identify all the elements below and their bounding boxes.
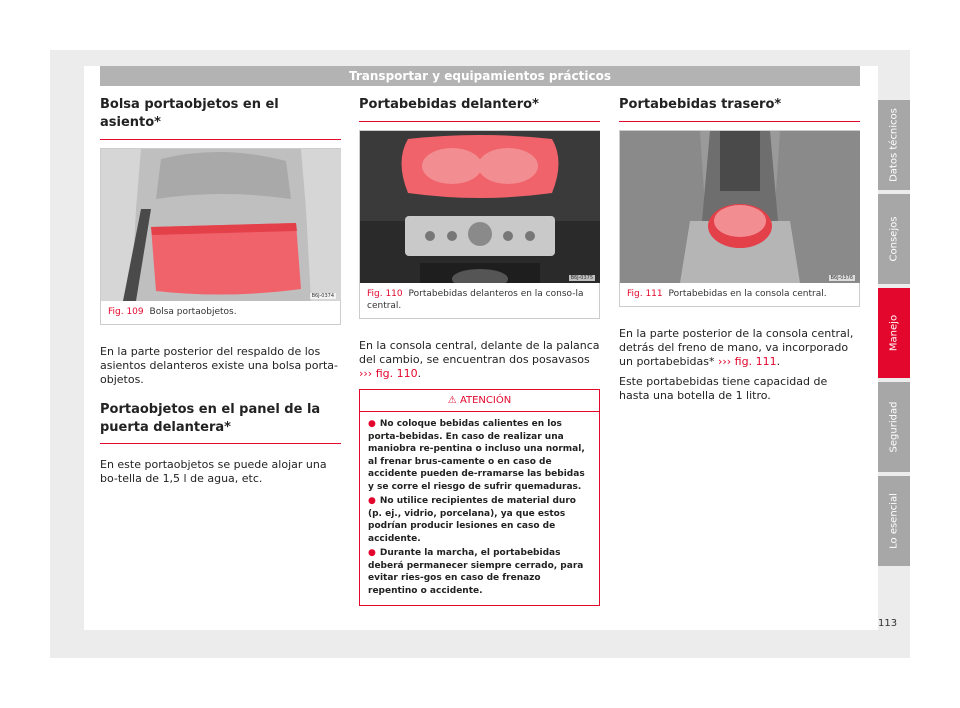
figure-caption xyxy=(101,301,340,324)
figure-111 xyxy=(619,130,860,307)
figure-109 xyxy=(100,148,341,325)
paragraph: Este portabebidas tiene capacidad de hasta una botella de 1 litro. xyxy=(619,375,828,402)
figure-caption-text: Portabebidas delanteros en la conso-la central. xyxy=(367,289,584,311)
figure-reference-link[interactable]: ››› fig. 111 xyxy=(717,355,777,368)
figure-110 xyxy=(359,130,600,319)
warning-body xyxy=(360,412,599,605)
paragraph-text: En la consola central, delante de la palanca del cambio, se encuentran dos posavasos xyxy=(359,339,600,366)
warning-header xyxy=(360,390,599,412)
tab-datos-tecnicos[interactable]: Datos técnicos xyxy=(878,100,910,190)
figure-caption-text: Bolsa portaobjetos. xyxy=(149,307,237,317)
column-front-cupholder xyxy=(359,96,600,606)
paragraph xyxy=(619,327,860,369)
page-number: 113 xyxy=(878,618,898,629)
seat-pocket-illustration xyxy=(101,149,341,301)
bullet-icon: ● xyxy=(368,419,376,429)
tab-lo-esencial[interactable]: Lo esencial xyxy=(878,476,910,566)
tab-manejo[interactable]: Manejo xyxy=(878,288,910,378)
rear-cupholder-photo xyxy=(620,131,860,283)
figure-code: B6J-0374 xyxy=(311,293,334,299)
figure-number: Fig. 111 xyxy=(627,289,663,299)
figure-reference-link[interactable]: ››› fig. 110 xyxy=(359,367,418,380)
bullet-icon: ● xyxy=(368,548,376,558)
figure-number: Fig. 109 xyxy=(108,307,144,317)
paragraph xyxy=(359,339,600,381)
warning-title: ATENCIÓN xyxy=(459,395,512,406)
figure-number: Fig. 110 xyxy=(367,289,403,299)
section-title-seat-pocket: Bolsa portaobjetos en el asiento* xyxy=(100,96,341,140)
warning-item: ● No utilice recipientes de material duro (p. ej., vidrio, porcelana), ya que estos podrían producir lesiones en caso de accidente. xyxy=(368,496,576,544)
subsection-title-door-panel: Portaobjetos en el panel de la puerta delantera* xyxy=(100,401,341,444)
tab-consejos[interactable]: Consejos xyxy=(878,194,910,284)
chapter-tabs xyxy=(878,100,910,570)
warning-triangle-icon: ⚠ xyxy=(447,395,457,406)
column-seat-pocket xyxy=(100,96,341,492)
figure-caption xyxy=(360,283,599,318)
section-title-front-cupholder: Portabebidas delantero* xyxy=(359,96,600,122)
section-title-rear-cupholder: Portabebidas trasero* xyxy=(619,96,860,122)
bullet-icon: ● xyxy=(368,496,376,506)
warning-item: ● Durante la marcha, el portabebidas deberá permanecer siempre cerrado, para evitar ries-gos en caso de frenazo repentino o accidente. xyxy=(368,548,584,596)
warning-box xyxy=(359,389,600,606)
warning-item: ● No coloque bebidas calientes en los porta-bebidas. En caso de realizar una maniobra re-pentina o incluso una normal, al frenar brus-camente o en caso de accidente pueden de-rramarse las bebidas y se corre el riesgo de sufrir quemaduras. xyxy=(368,419,585,492)
paragraph-end: . xyxy=(776,355,781,368)
paragraph: En este portaobjetos se puede alojar una bo-tella de 1,5 l de agua, etc. xyxy=(100,458,327,485)
figure-caption xyxy=(620,283,859,306)
column-rear-cupholder xyxy=(619,96,860,409)
front-cupholder-photo xyxy=(360,131,600,283)
figure-caption-text: Portabebidas en la consola central. xyxy=(668,289,827,299)
paragraph: En la parte posterior del respaldo de los asientos delanteros existe una bolsa porta-objetos. xyxy=(100,345,338,386)
rear-cupholder-illustration xyxy=(620,131,860,283)
front-cupholder-illustration xyxy=(360,131,600,283)
section-header: Transportar y equipamientos prácticos xyxy=(100,66,860,86)
figure-code: B6J-0376 xyxy=(830,275,853,281)
seat-pocket-photo xyxy=(101,149,341,301)
paragraph-text: En la parte posterior de la consola central, detrás del freno de mano, va incorporado un portabebidas* xyxy=(619,327,854,368)
paragraph-end: . xyxy=(417,367,422,380)
tab-seguridad[interactable]: Seguridad xyxy=(878,382,910,472)
figure-code: B6J-0375 xyxy=(570,275,593,281)
